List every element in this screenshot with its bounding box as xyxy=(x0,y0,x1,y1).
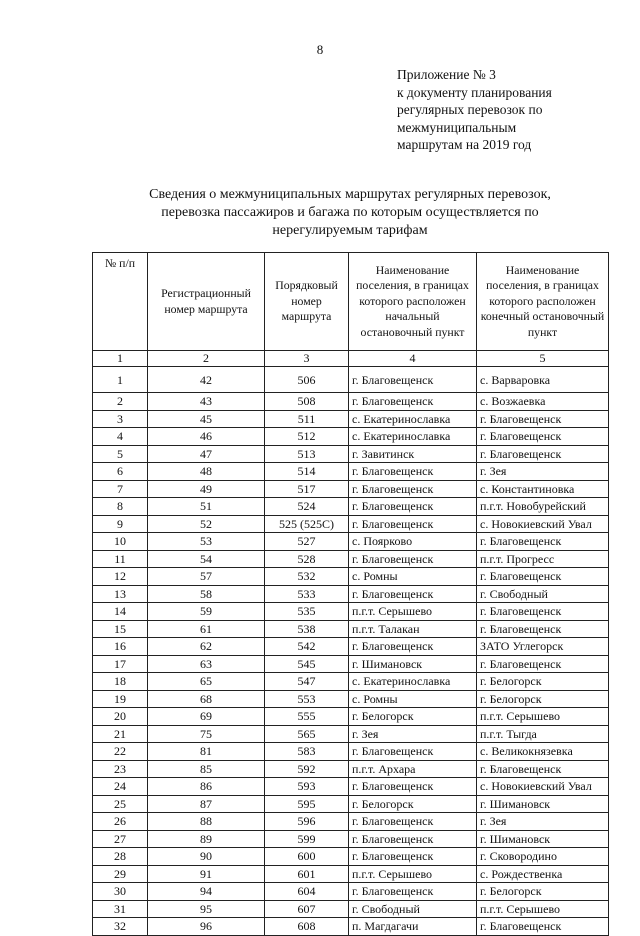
table-row xyxy=(93,550,609,568)
table-row xyxy=(93,673,609,691)
appendix-line: регулярных перевозок по xyxy=(397,102,543,117)
cell-end-settlement: п.г.т. Тыгда xyxy=(477,725,609,743)
cell-end-settlement: г. Зея xyxy=(477,463,609,481)
cell-number: 16 xyxy=(93,638,148,656)
cell-number: 32 xyxy=(93,918,148,936)
cell-number: 21 xyxy=(93,725,148,743)
table-row xyxy=(93,498,609,516)
cell-ordinal-number: 542 xyxy=(265,638,349,656)
table-row xyxy=(93,533,609,551)
cell-number: 5 xyxy=(93,445,148,463)
title-line: Сведения о межмуниципальных маршрутах регулярных перевозок, xyxy=(149,187,551,202)
column-index: 4 xyxy=(349,351,477,367)
column-index: 1 xyxy=(93,351,148,367)
cell-registration-number: 65 xyxy=(148,673,265,691)
cell-start-settlement: г. Шимановск xyxy=(349,655,477,673)
cell-registration-number: 48 xyxy=(148,463,265,481)
table-row xyxy=(93,725,609,743)
cell-start-settlement: с. Екатеринославка xyxy=(349,410,477,428)
cell-end-settlement: ЗАТО Углегорск xyxy=(477,638,609,656)
cell-end-settlement: г. Благовещенск xyxy=(477,568,609,586)
cell-registration-number: 58 xyxy=(148,585,265,603)
cell-ordinal-number: 532 xyxy=(265,568,349,586)
table-row xyxy=(93,900,609,918)
cell-ordinal-number: 533 xyxy=(265,585,349,603)
cell-ordinal-number: 583 xyxy=(265,743,349,761)
cell-registration-number: 47 xyxy=(148,445,265,463)
cell-number: 8 xyxy=(93,498,148,516)
cell-number: 11 xyxy=(93,550,148,568)
cell-end-settlement: с. Варваровка xyxy=(477,367,609,393)
cell-start-settlement: с. Екатеринославка xyxy=(349,428,477,446)
appendix-note xyxy=(397,66,627,154)
cell-ordinal-number: 535 xyxy=(265,603,349,621)
cell-ordinal-number: 524 xyxy=(265,498,349,516)
cell-number: 10 xyxy=(93,533,148,551)
appendix-line: межмуниципальным xyxy=(397,119,517,135)
cell-end-settlement: г. Благовещенск xyxy=(477,428,609,446)
cell-end-settlement: г. Белогорск xyxy=(477,673,609,691)
cell-ordinal-number: 514 xyxy=(265,463,349,481)
cell-start-settlement: г. Благовещенск xyxy=(349,638,477,656)
cell-registration-number: 59 xyxy=(148,603,265,621)
cell-number: 28 xyxy=(93,848,148,866)
cell-registration-number: 61 xyxy=(148,620,265,638)
column-index: 2 xyxy=(148,351,265,367)
cell-registration-number: 52 xyxy=(148,515,265,533)
cell-end-settlement: г. Благовещенск xyxy=(477,620,609,638)
table-row xyxy=(93,568,609,586)
cell-end-settlement: с. Рождественка xyxy=(477,865,609,883)
cell-end-settlement: п.г.т. Серышево xyxy=(477,708,609,726)
cell-registration-number: 43 xyxy=(148,393,265,411)
header-ordinal-number: Порядковый номер маршрута xyxy=(265,253,349,351)
table-row xyxy=(93,367,609,393)
cell-end-settlement: г. Благовещенск xyxy=(477,445,609,463)
cell-start-settlement: г. Благовещенск xyxy=(349,830,477,848)
appendix-line: маршрутам на 2019 год xyxy=(397,137,532,152)
table-header-row xyxy=(93,253,609,351)
cell-registration-number: 57 xyxy=(148,568,265,586)
cell-number: 15 xyxy=(93,620,148,638)
cell-start-settlement: г. Благовещенск xyxy=(349,585,477,603)
cell-registration-number: 86 xyxy=(148,778,265,796)
cell-ordinal-number: 527 xyxy=(265,533,349,551)
cell-start-settlement: п. Магдагачи xyxy=(349,918,477,936)
appendix-line: к документу планирования xyxy=(397,84,552,100)
cell-end-settlement: г. Шимановск xyxy=(477,830,609,848)
title-line: перевозка пассажиров и багажа по которым осуществляется по xyxy=(161,205,539,220)
cell-ordinal-number: 528 xyxy=(265,550,349,568)
cell-number: 7 xyxy=(93,480,148,498)
cell-ordinal-number: 512 xyxy=(265,428,349,446)
cell-registration-number: 94 xyxy=(148,883,265,901)
cell-ordinal-number: 593 xyxy=(265,778,349,796)
cell-end-settlement: с. Великокнязевка xyxy=(477,743,609,761)
cell-number: 2 xyxy=(93,393,148,411)
cell-registration-number: 85 xyxy=(148,760,265,778)
cell-start-settlement: п.г.т. Талакан xyxy=(349,620,477,638)
appendix-line: Приложение № 3 xyxy=(397,67,496,82)
cell-start-settlement: г. Зея xyxy=(349,725,477,743)
cell-start-settlement: г. Благовещенск xyxy=(349,778,477,796)
cell-ordinal-number: 607 xyxy=(265,900,349,918)
header-start-settlement: Наименование поселения, в границах которого расположен начальный остановочный пункт xyxy=(349,253,477,351)
cell-registration-number: 96 xyxy=(148,918,265,936)
table-row xyxy=(93,760,609,778)
cell-start-settlement: г. Благовещенск xyxy=(349,813,477,831)
cell-start-settlement: с. Ромны xyxy=(349,690,477,708)
cell-end-settlement: г. Свободный xyxy=(477,585,609,603)
table-row xyxy=(93,410,609,428)
cell-ordinal-number: 508 xyxy=(265,393,349,411)
cell-registration-number: 63 xyxy=(148,655,265,673)
cell-start-settlement: г. Благовещенск xyxy=(349,515,477,533)
cell-number: 17 xyxy=(93,655,148,673)
cell-number: 30 xyxy=(93,883,148,901)
cell-ordinal-number: 555 xyxy=(265,708,349,726)
cell-end-settlement: п.г.т. Серышево xyxy=(477,900,609,918)
cell-start-settlement: с. Екатеринославка xyxy=(349,673,477,691)
table-row xyxy=(93,813,609,831)
cell-number: 6 xyxy=(93,463,148,481)
page-number: 8 xyxy=(316,42,324,57)
cell-registration-number: 89 xyxy=(148,830,265,848)
table-row xyxy=(93,743,609,761)
cell-end-settlement: г. Благовещенск xyxy=(477,410,609,428)
table-row xyxy=(93,795,609,813)
cell-number: 19 xyxy=(93,690,148,708)
cell-registration-number: 95 xyxy=(148,900,265,918)
cell-start-settlement: с. Поярково xyxy=(349,533,477,551)
cell-end-settlement: г. Белогорск xyxy=(477,883,609,901)
cell-number: 14 xyxy=(93,603,148,621)
cell-end-settlement: с. Новокиевский Увал xyxy=(477,515,609,533)
cell-number: 31 xyxy=(93,900,148,918)
cell-end-settlement: г. Благовещенск xyxy=(477,533,609,551)
cell-start-settlement: г. Благовещенск xyxy=(349,883,477,901)
table-row xyxy=(93,445,609,463)
table-row xyxy=(93,883,609,901)
cell-registration-number: 88 xyxy=(148,813,265,831)
cell-number: 4 xyxy=(93,428,148,446)
cell-number: 29 xyxy=(93,865,148,883)
column-index: 5 xyxy=(477,351,609,367)
cell-ordinal-number: 601 xyxy=(265,865,349,883)
table-row xyxy=(93,865,609,883)
routes-table xyxy=(92,252,609,936)
cell-registration-number: 69 xyxy=(148,708,265,726)
header-end-settlement: Наименование поселения, в границах которого расположен конечный остановочный пункт xyxy=(477,253,609,351)
cell-end-settlement: г. Благовещенск xyxy=(477,918,609,936)
cell-start-settlement: г. Благовещенск xyxy=(349,848,477,866)
cell-registration-number: 46 xyxy=(148,428,265,446)
cell-start-settlement: п.г.т. Архара xyxy=(349,760,477,778)
table-row xyxy=(93,463,609,481)
cell-end-settlement: г. Благовещенск xyxy=(477,760,609,778)
cell-ordinal-number: 511 xyxy=(265,410,349,428)
cell-number: 23 xyxy=(93,760,148,778)
cell-ordinal-number: 513 xyxy=(265,445,349,463)
cell-registration-number: 62 xyxy=(148,638,265,656)
cell-registration-number: 81 xyxy=(148,743,265,761)
cell-end-settlement: с. Возжаевка xyxy=(477,393,609,411)
table-row xyxy=(93,918,609,936)
table-row xyxy=(93,830,609,848)
cell-registration-number: 49 xyxy=(148,480,265,498)
cell-end-settlement: с. Новокиевский Увал xyxy=(477,778,609,796)
table-row xyxy=(93,778,609,796)
cell-ordinal-number: 545 xyxy=(265,655,349,673)
table-row xyxy=(93,585,609,603)
cell-start-settlement: г. Благовещенск xyxy=(349,743,477,761)
header-registration-number: Регистрационный номер маршрута xyxy=(148,253,265,351)
table-row xyxy=(93,708,609,726)
cell-start-settlement: п.г.т. Серышево xyxy=(349,865,477,883)
table-row xyxy=(93,393,609,411)
cell-registration-number: 53 xyxy=(148,533,265,551)
table-row xyxy=(93,428,609,446)
cell-start-settlement: п.г.т. Серышево xyxy=(349,603,477,621)
header-number: № п/п xyxy=(93,253,148,351)
cell-number: 18 xyxy=(93,673,148,691)
cell-end-settlement: г. Шимановск xyxy=(477,795,609,813)
cell-start-settlement: г. Благовещенск xyxy=(349,463,477,481)
table-row xyxy=(93,515,609,533)
cell-ordinal-number: 547 xyxy=(265,673,349,691)
table-row xyxy=(93,848,609,866)
cell-start-settlement: г. Свободный xyxy=(349,900,477,918)
cell-registration-number: 87 xyxy=(148,795,265,813)
cell-number: 20 xyxy=(93,708,148,726)
cell-start-settlement: г. Завитинск xyxy=(349,445,477,463)
cell-number: 3 xyxy=(93,410,148,428)
cell-start-settlement: г. Благовещенск xyxy=(349,480,477,498)
column-index: 3 xyxy=(265,351,349,367)
cell-ordinal-number: 608 xyxy=(265,918,349,936)
cell-start-settlement: с. Ромны xyxy=(349,568,477,586)
document-title xyxy=(100,186,600,240)
cell-ordinal-number: 604 xyxy=(265,883,349,901)
cell-start-settlement: г. Белогорск xyxy=(349,708,477,726)
cell-registration-number: 42 xyxy=(148,367,265,393)
cell-number: 13 xyxy=(93,585,148,603)
cell-registration-number: 90 xyxy=(148,848,265,866)
cell-number: 12 xyxy=(93,568,148,586)
cell-ordinal-number: 592 xyxy=(265,760,349,778)
cell-ordinal-number: 600 xyxy=(265,848,349,866)
cell-start-settlement: г. Белогорск xyxy=(349,795,477,813)
cell-end-settlement: г. Благовещенск xyxy=(477,603,609,621)
cell-end-settlement: г. Благовещенск xyxy=(477,655,609,673)
table-row xyxy=(93,620,609,638)
cell-number: 24 xyxy=(93,778,148,796)
table-row xyxy=(93,655,609,673)
cell-registration-number: 45 xyxy=(148,410,265,428)
table-row xyxy=(93,690,609,708)
table-row xyxy=(93,480,609,498)
cell-ordinal-number: 517 xyxy=(265,480,349,498)
cell-number: 22 xyxy=(93,743,148,761)
cell-start-settlement: г. Благовещенск xyxy=(349,498,477,516)
cell-registration-number: 75 xyxy=(148,725,265,743)
cell-ordinal-number: 525 (525С) xyxy=(265,515,349,533)
table-row xyxy=(93,603,609,621)
cell-end-settlement: г. Белогорск xyxy=(477,690,609,708)
cell-number: 1 xyxy=(93,367,148,393)
cell-registration-number: 51 xyxy=(148,498,265,516)
cell-ordinal-number: 506 xyxy=(265,367,349,393)
table-row xyxy=(93,638,609,656)
cell-start-settlement: г. Благовещенск xyxy=(349,367,477,393)
cell-registration-number: 54 xyxy=(148,550,265,568)
cell-end-settlement: п.г.т. Новобурейский xyxy=(477,498,609,516)
cell-number: 9 xyxy=(93,515,148,533)
cell-end-settlement: г. Сковородино xyxy=(477,848,609,866)
cell-end-settlement: с. Константиновка xyxy=(477,480,609,498)
cell-start-settlement: г. Благовещенск xyxy=(349,393,477,411)
cell-end-settlement: п.г.т. Прогресс xyxy=(477,550,609,568)
cell-ordinal-number: 538 xyxy=(265,620,349,638)
cell-ordinal-number: 596 xyxy=(265,813,349,831)
cell-number: 26 xyxy=(93,813,148,831)
cell-ordinal-number: 599 xyxy=(265,830,349,848)
cell-ordinal-number: 553 xyxy=(265,690,349,708)
cell-ordinal-number: 595 xyxy=(265,795,349,813)
cell-number: 27 xyxy=(93,830,148,848)
cell-registration-number: 91 xyxy=(148,865,265,883)
cell-ordinal-number: 565 xyxy=(265,725,349,743)
column-index-row xyxy=(93,351,609,367)
cell-end-settlement: г. Зея xyxy=(477,813,609,831)
cell-registration-number: 68 xyxy=(148,690,265,708)
cell-start-settlement: г. Благовещенск xyxy=(349,550,477,568)
title-line: нерегулируемым тарифам xyxy=(272,223,428,238)
cell-number: 25 xyxy=(93,795,148,813)
